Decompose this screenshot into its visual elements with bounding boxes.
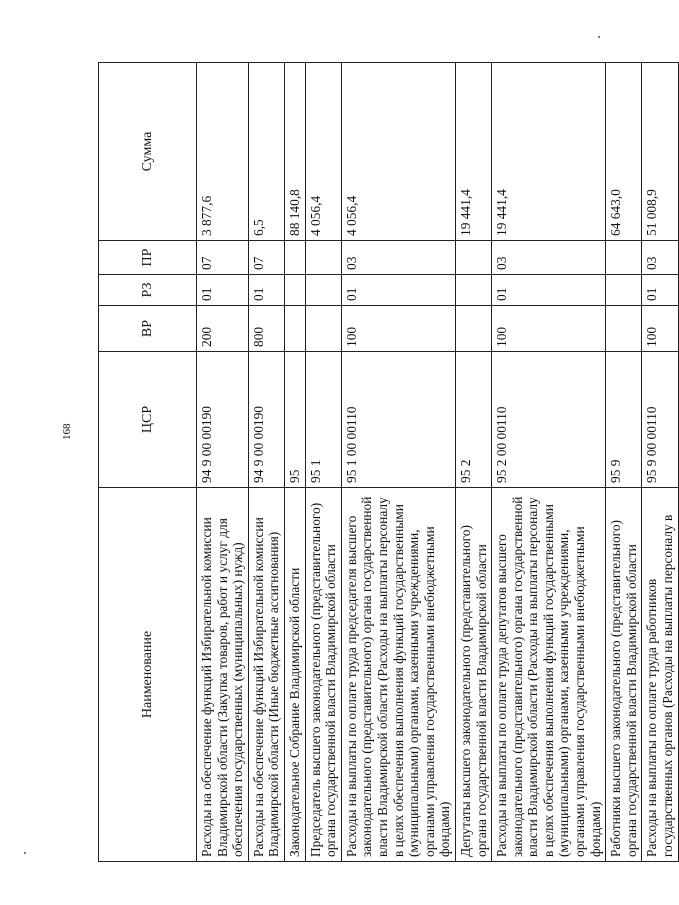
cell-rz: 01	[642, 275, 678, 306]
cell-name: Расходы на выплаты по оплате труда депутатов высшего законодательного (представительного) органа государственной власти Владимирской области (Расходы на выплаты персоналу в целях обеспечения выполнения функций государственными (муниципальными) органами, казенными учреждениями, органами управления государственными внебюджетными фондами)	[492, 488, 606, 862]
header-vr: ВР	[99, 306, 197, 352]
table-row	[248, 63, 284, 862]
rotated-table-sheet	[98, 63, 676, 862]
cell-sum: 51 008,9	[642, 63, 678, 241]
table-row	[455, 63, 491, 862]
cell-sum: 19 441,4	[492, 63, 606, 241]
table-row	[606, 63, 642, 862]
cell-rz: 01	[492, 275, 606, 306]
scan-speck	[598, 36, 600, 38]
cell-sum: 4 056,4	[341, 63, 455, 241]
table-row	[492, 63, 606, 862]
cell-name: Работники высшего законодательного (представительного) органа государственной власти Владимирской области	[606, 488, 642, 862]
table-row	[642, 63, 678, 862]
cell-pr: 03	[492, 241, 606, 275]
table-row	[197, 63, 249, 862]
cell-name: Расходы на обеспечение функций Избирательной комиссии Владимирской области (Иные бюджетные ассигнования)	[248, 488, 284, 862]
cell-rz	[284, 275, 305, 306]
cell-name: Депутаты высшего законодательного (представительного) органа государственной власти Владимирской области	[455, 488, 491, 862]
cell-csr: 95 9	[606, 352, 642, 488]
cell-csr: 95 1 00 00110	[341, 352, 455, 488]
cell-csr: 94 9 00 00190	[248, 352, 284, 488]
cell-pr: 03	[341, 241, 455, 275]
scan-speck	[24, 852, 26, 854]
cell-name: Расходы на выплаты по оплате труда председателя высшего законодательного (представительного) органа государственной власти Владимирской области (Расходы на выплаты персоналу в целях обеспечения выполнения функций государственными (муниципальными) органами, казенными учреждениями, органами управления государственными внебюджетными фондами)	[341, 488, 455, 862]
cell-csr: 95 2 00 00110	[492, 352, 606, 488]
cell-vr: 100	[341, 306, 455, 352]
page-number: 168	[61, 423, 73, 440]
header-csr: ЦСР	[99, 352, 197, 488]
cell-pr: 07	[197, 241, 249, 275]
cell-rz	[455, 275, 491, 306]
cell-pr: 03	[642, 241, 678, 275]
table-row	[305, 63, 341, 862]
header-name: Наименование	[99, 488, 197, 862]
cell-sum: 6,5	[248, 63, 284, 241]
cell-name: Председатель высшего законодательного (представительного) органа государственной власти Владимирской области	[305, 488, 341, 862]
cell-rz	[305, 275, 341, 306]
budget-table	[98, 62, 679, 862]
cell-rz: 01	[248, 275, 284, 306]
table-row	[341, 63, 455, 862]
header-sum: Сумма	[99, 63, 197, 241]
cell-csr: 94 9 00 00190	[197, 352, 249, 488]
cell-vr	[455, 306, 491, 352]
cell-sum: 88 140,8	[284, 63, 305, 241]
cell-sum: 3 877,6	[197, 63, 249, 241]
cell-csr: 95	[284, 352, 305, 488]
header-rz: РЗ	[99, 275, 197, 306]
cell-rz	[606, 275, 642, 306]
cell-vr: 800	[248, 306, 284, 352]
cell-csr: 95 9 00 00110	[642, 352, 678, 488]
cell-csr: 95 1	[305, 352, 341, 488]
cell-vr	[305, 306, 341, 352]
table-header-row	[99, 63, 197, 862]
cell-pr	[284, 241, 305, 275]
cell-vr: 100	[642, 306, 678, 352]
cell-name: Законодательное Собрание Владимирской области	[284, 488, 305, 862]
cell-sum: 4 056,4	[305, 63, 341, 241]
cell-rz: 01	[341, 275, 455, 306]
cell-vr	[606, 306, 642, 352]
cell-csr: 95 2	[455, 352, 491, 488]
cell-sum: 19 441,4	[455, 63, 491, 241]
cell-pr	[305, 241, 341, 275]
cell-vr	[284, 306, 305, 352]
cell-rz: 01	[197, 275, 249, 306]
cell-sum: 64 643,0	[606, 63, 642, 241]
cell-vr: 100	[492, 306, 606, 352]
header-pr: ПР	[99, 241, 197, 275]
cell-pr: 07	[248, 241, 284, 275]
cell-name: Расходы на выплаты по оплате труда работников государственных органов (Расходы на выплаты персоналу в	[642, 488, 678, 862]
table-row	[284, 63, 305, 862]
cell-pr	[455, 241, 491, 275]
cell-vr: 200	[197, 306, 249, 352]
cell-name: Расходы на обеспечение функций Избирательной комиссии Владимирской области (Закупка товаров, работ и услуг для обеспечения государственных (муниципальных) нужд)	[197, 488, 249, 862]
cell-pr	[606, 241, 642, 275]
